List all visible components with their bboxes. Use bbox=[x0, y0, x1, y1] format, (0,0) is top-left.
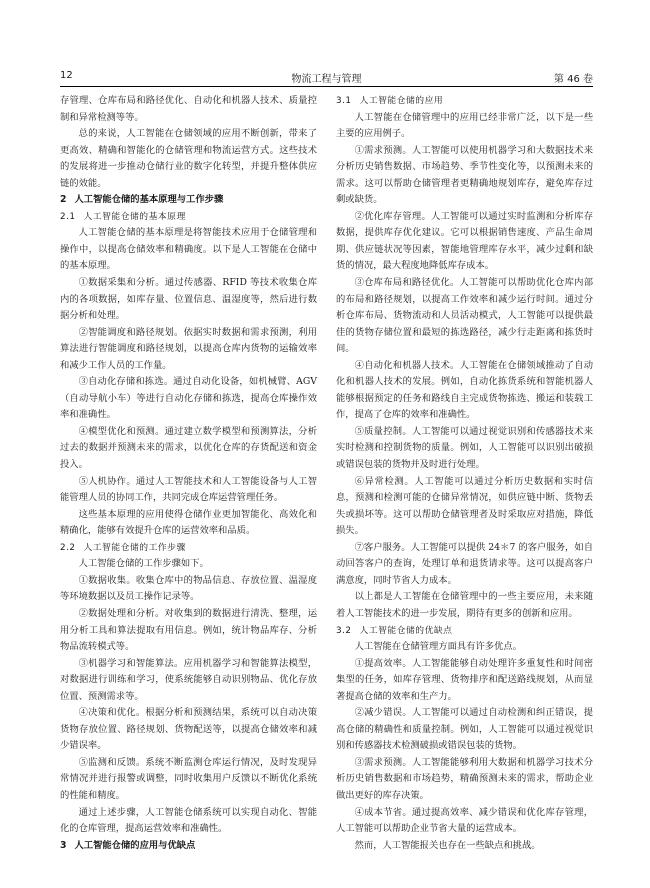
paragraph: ⑤人机协作。通过人工智能技术和人工智能设备与人工智能管理人员的协同工作，共同完成仓库运营管理任务。 bbox=[60, 475, 317, 504]
paragraph: ⑦客户服务。人工智能可以提供 24＊7 的客户服务，如自动回答客户的查询，处理订单和退货请求等。这可以提高客户满意度，同时节省人力成本。 bbox=[336, 541, 593, 586]
left-column bbox=[60, 93, 317, 854]
paragraph: 人工智能仓储的工作步骤如下。 bbox=[78, 558, 209, 570]
paragraph: ③机器学习和智能算法。应用机器学习和智能算法模型，对数据进行训练和学习，使系统能够自动识别物品、优化存放位置、预测需求等。 bbox=[60, 657, 317, 702]
heading-number: 3 bbox=[60, 839, 67, 851]
heading-number: 3.1 bbox=[336, 96, 352, 106]
paragraph: 人工智能在仓储管理方面具有许多优点。 bbox=[354, 641, 522, 653]
subsection-heading bbox=[336, 623, 593, 640]
paragraph: ①数据采集和分析。通过传感器、RFID 等技术收集仓库内的各项数据，如库存量、位置信息、温湿度等，然后进行数据分析和处理。 bbox=[60, 277, 317, 322]
heading-number: 2.2 bbox=[60, 542, 76, 553]
heading-text: 人工智能仓储的应用 bbox=[359, 96, 444, 106]
heading-number: 2 bbox=[60, 194, 67, 206]
paragraph: 通过上述步骤，人工智能仓储系统可以实现自动化、智能化的仓库管理，提高运营效率和准确性。 bbox=[60, 806, 317, 835]
heading-text: 人工智能仓储的基本原理与工作步骤 bbox=[74, 194, 224, 206]
paragraph: 人工智能在仓储管理中的应用已经非常广泛，以下是一些主要的应用例子。 bbox=[336, 111, 593, 140]
volume-number: 第 46 卷 bbox=[553, 74, 593, 85]
paragraph: ③自动化存储和拣选。通过自动化设备，如机械臂、AGV（自动导航小车）等进行自动化存储和拣选，提高仓库操作效率和准确性。 bbox=[60, 376, 317, 421]
right-column bbox=[336, 93, 593, 854]
paragraph: 总的来说，人工智能在仓储领域的应用不断创新，带来了更高效、精确和智能化的仓储管理和物流运营方式。这些技术的发展将进一步推动仓储行业的数字化转型，并提升整体供应链的效能。 bbox=[60, 128, 317, 189]
paragraph: ②数据处理和分析。对收集到的数据进行清洗、整理，运用分析工具和算法提取有用信息。例如，统计物品库存、分析物品流转模式等。 bbox=[60, 607, 317, 653]
paragraph: ①需求预测。人工智能可以使用机器学习和大数据技术来分析历史销售数据、市场趋势、季节性变化等，以预测未来的需求。这可以帮助仓储管理者更精确地规划库存，避免库存过剩或缺货。 bbox=[336, 144, 593, 206]
paragraph: ⑤监测和反馈。系统不断监测仓库运行情况，及时发现异常情况并进行报警或调整，同时收集用户反馈以不断优化系统的性能和精度。 bbox=[60, 756, 317, 801]
heading-number: 3.2 bbox=[336, 625, 352, 636]
paragraph: ④成本节省。通过提高效率、减少错误和优化库存管理，人工智能可以帮助企业节省大量的运营成本。 bbox=[336, 806, 593, 835]
heading-text: 人工智能仓储的应用与优缺点 bbox=[74, 839, 196, 851]
header-rule bbox=[60, 86, 593, 87]
subsection-heading bbox=[60, 540, 317, 557]
paragraph: ③需求预测。人工智能能够利用大数据和机器学习技术分析历史销售数据和市场趋势，精确预测未来的需求，帮助企业做出更好的库存决策。 bbox=[336, 756, 593, 801]
paragraph: 人工智能仓储的基本原理是将智能技术应用于仓储管理和操作中，以提高仓储效率和精确度。以下是人工智能在仓储中的基本原理。 bbox=[60, 227, 317, 272]
section-heading bbox=[60, 838, 317, 855]
paragraph: ④自动化和机器人技术。人工智能在仓储领域推动了自动化和机器人技术的发展。例如，自动化拣货系统和智能机器人能够根据预定的任务和路线自主完成货物拣选、搬运和装载工作，提高了仓库的效率和准确性。 bbox=[336, 359, 593, 421]
paragraph: ③仓库布局和路径优化。人工智能可以帮助优化仓库内部的布局和路径规划，以提高工作效率和减少运行时间。通过分析仓库布局、货物流动和人员活动模式，人工智能可以提供最佳的货物存储位置和最短的拣选路径，减少行走距离和拣货时间。 bbox=[336, 277, 593, 355]
paragraph: ②优化库存管理。人工智能可以通过实时监测和分析库存数据，提供库存优化建议。它可以根据销售速度、产品生命周期、供应链状况等因素，智能地管理库存水平，减少过剩和缺货的情况，最大程度地降低库存成本。 bbox=[336, 210, 593, 272]
subsection-heading bbox=[60, 209, 317, 226]
paragraph: ④模型优化和预测。通过建立数学模型和预测算法，分析过去的数据并预测未来的需求，以优化仓库的存货配送和资金投入。 bbox=[60, 425, 317, 471]
paragraph: ⑤质量控制。人工智能可以通过视觉识别和传感器技术来实时检测和控制货物的质量。例如，人工智能可以识别出破损或错误包装的货物并及时进行处理。 bbox=[336, 425, 593, 471]
paragraph: ⑥异常检测。人工智能可以通过分析历史数据和实时信息，预测和检测可能的仓储异常情况，如供应链中断、货物丢失或损坏等。这可以帮助仓储管理者及时采取应对措施，降低损失。 bbox=[336, 475, 593, 537]
paragraph: 这些基本原理的应用使得仓储作业更加智能化、高效化和精确化，能够有效提升仓库的运营效率和品质。 bbox=[60, 508, 317, 537]
paragraph: ①数据收集。收集仓库中的物品信息、存放位置、温湿度等环境数据以及员工操作记录等。 bbox=[60, 574, 317, 603]
paragraph: ②智能调度和路径规划。依据实时数据和需求预测，利用算法进行智能调度和路径规划，以提高仓库内货物的运输效率和减少工作人员的工作量。 bbox=[60, 326, 317, 371]
journal-title: 物流工程与管理 bbox=[291, 74, 362, 85]
paragraph: ①提高效率。人工智能能够自动处理许多重复性和时间密集型的任务，如库存管理、货物排序和配送路线规划，从而显著提高仓储的效率和生产力。 bbox=[336, 657, 593, 702]
heading-text: 人工智能仓储的优缺点 bbox=[359, 625, 453, 636]
section-heading bbox=[60, 192, 317, 209]
heading-text: 人工智能仓储的基本原理 bbox=[83, 211, 186, 222]
page-number: 12 bbox=[60, 70, 73, 81]
paragraph: ④决策和优化。根据分析和预测结果，系统可以自动决策货物存放位置、路径规划、货物配送等，以提高仓储效率和减少错误率。 bbox=[60, 707, 317, 752]
subsection-heading bbox=[336, 93, 593, 110]
heading-text: 人工智能仓储的工作步骤 bbox=[83, 542, 186, 553]
running-header bbox=[60, 70, 593, 86]
paragraph: 然而，人工智能报关也存在一些缺点和挑战。 bbox=[354, 839, 541, 851]
paragraph: 存管理、仓库布局和路径优化、自动化和机器人技术、质量控制和异常检测等等。 bbox=[60, 95, 317, 123]
paragraph: 以上都是人工智能在仓储管理中的一些主要应用，未来随着人工智能技术的进一步发展，期待有更多的创新和应用。 bbox=[336, 591, 593, 619]
heading-number: 2.1 bbox=[60, 211, 76, 222]
paragraph: ②减少错误。人工智能可以通过自动检测和纠正错误，提高仓储的精确性和质量控制。例如，人工智能可以通过视觉识别和传感器技术检测破损或错误包装的货物。 bbox=[336, 707, 593, 752]
